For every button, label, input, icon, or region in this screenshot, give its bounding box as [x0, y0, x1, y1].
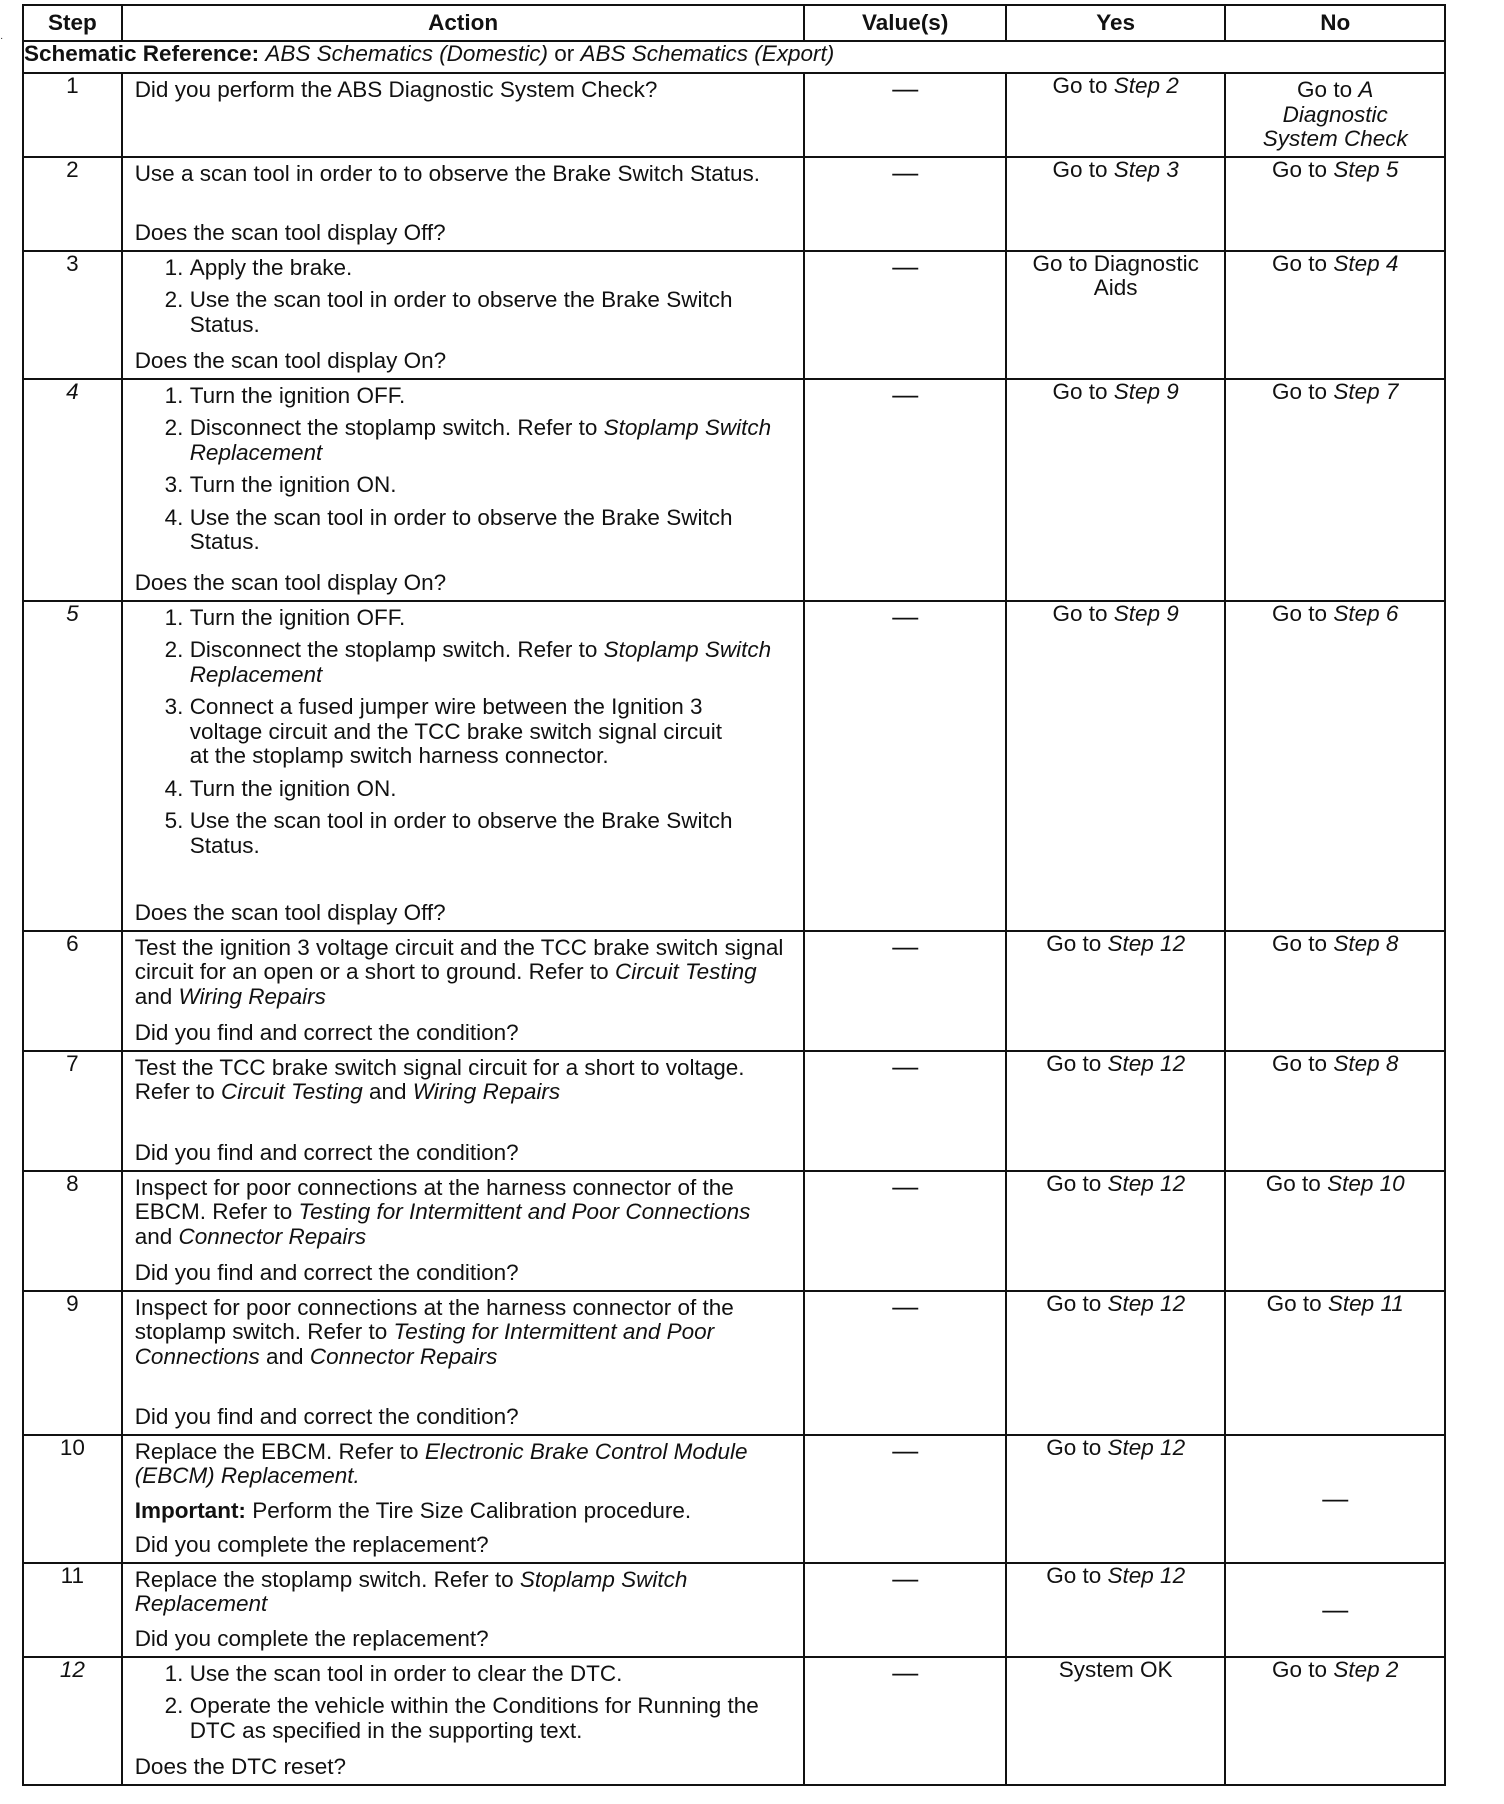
- action-cell: Test the TCC brake switch signal circuit for a short to voltage. Refer to Circuit Testing and Wiring Repairs Did you find and correct the condition?: [122, 1051, 805, 1171]
- connector-repairs-link[interactable]: Connector Repairs: [178, 1223, 367, 1249]
- action-cell: [122, 601, 805, 931]
- action-cell: Inspect for poor connections at the harness connector of the stoplamp switch. Refer to Testing for Intermittent and Poor Connections and Connector Repairs Did you find and correct the condition?: [122, 1291, 805, 1435]
- table-row: [23, 251, 1445, 379]
- no-link[interactable]: Step 4: [1333, 250, 1399, 276]
- no-link[interactable]: Step 5: [1333, 156, 1399, 182]
- circuit-testing-link[interactable]: Circuit Testing: [220, 1079, 363, 1105]
- step-number: 6: [23, 931, 122, 1051]
- intermittent-connections-link[interactable]: Testing for Intermittent and Poor Connections: [134, 1319, 715, 1369]
- schematic-label: Schematic Reference:: [24, 41, 260, 66]
- yes-cell: Go to Step 12: [1006, 1435, 1226, 1563]
- yes-link[interactable]: Step 9: [1113, 378, 1179, 404]
- step-number: 11: [23, 1563, 122, 1657]
- no-cell: —: [1225, 1435, 1445, 1563]
- yes-link[interactable]: Step 12: [1107, 1434, 1186, 1460]
- step-number: 8: [23, 1171, 122, 1291]
- schematic-reference-row: [23, 41, 1445, 73]
- table-row: [23, 601, 1445, 931]
- yes-cell: Go to Step 9: [1006, 601, 1226, 931]
- action-question: Did you find and correct the condition?: [134, 1020, 519, 1046]
- values-cell: —: [804, 1435, 1005, 1563]
- ebcm-replacement-link[interactable]: Electronic Brake Control Module (EBCM) Replacement.: [134, 1438, 748, 1489]
- yes-link[interactable]: Go to Diagnostic Aids: [1032, 250, 1199, 301]
- yes-cell: [1006, 251, 1226, 379]
- action-question: Does the scan tool display Off?: [134, 220, 446, 246]
- action-text: Use a scan tool in order to to observe the Brake Switch Status.: [134, 160, 761, 186]
- values-cell: —: [804, 1051, 1005, 1171]
- action-cell: Test the ignition 3 voltage circuit and the TCC brake switch signal circuit for an open or a short to ground. Refer to Circuit Testing and Wiring Repairs Did you find and correct the condition?: [122, 931, 805, 1051]
- schematic-link-domestic[interactable]: ABS Schematics (Domestic): [265, 41, 548, 66]
- no-link[interactable]: Step 8: [1333, 1050, 1399, 1076]
- step-number: 4: [23, 379, 122, 601]
- values-cell: —: [804, 379, 1005, 601]
- values-cell: —: [804, 601, 1005, 931]
- table-row: [23, 73, 1445, 157]
- yes-link[interactable]: Step 2: [1113, 73, 1179, 98]
- action-cell: [122, 1657, 805, 1785]
- header-step: Step: [23, 5, 122, 41]
- important-note: Important: Perform the Tire Size Calibration procedure.: [134, 1497, 692, 1523]
- values-cell: —: [804, 1563, 1005, 1657]
- values-cell: —: [804, 1291, 1005, 1435]
- action-cell: [122, 379, 805, 601]
- action-question: Does the scan tool display Off?: [134, 900, 446, 926]
- table-row: [23, 1171, 1445, 1291]
- diagnostic-table: [22, 4, 1446, 1786]
- stoplamp-replacement-link[interactable]: Stoplamp Switch Replacement: [189, 637, 772, 687]
- no-link[interactable]: Step 11: [1327, 1290, 1404, 1316]
- schematic-or: or: [547, 41, 581, 66]
- header-yes: Yes: [1006, 5, 1226, 41]
- table-row: [23, 1563, 1445, 1657]
- no-cell: Go to Step 8: [1225, 1051, 1445, 1171]
- action-question: Does the scan tool display On?: [134, 570, 447, 596]
- action-question: Did you find and correct the condition?: [134, 1260, 519, 1286]
- no-cell: Go to Step 10: [1225, 1171, 1445, 1291]
- header-no: No: [1225, 5, 1445, 41]
- yes-cell: Go to Step 12: [1006, 1563, 1226, 1657]
- stoplamp-replacement-link[interactable]: Stoplamp Switch Replacement: [189, 415, 772, 465]
- no-cell: Go to A Diagnostic System Check: [1225, 73, 1445, 157]
- action-cell: Replace the stoplamp switch. Refer to Stoplamp Switch Replacement Did you complete the replacement?: [122, 1563, 805, 1657]
- no-cell: Go to Step 2: [1225, 1657, 1445, 1785]
- no-link[interactable]: Step 2: [1333, 1656, 1399, 1682]
- wiring-repairs-link[interactable]: Wiring Repairs: [412, 1079, 561, 1105]
- connector-repairs-link[interactable]: Connector Repairs: [309, 1343, 498, 1369]
- action-question: Did you find and correct the condition?: [134, 1404, 519, 1430]
- yes-cell: [1006, 1657, 1226, 1785]
- action-cell: [122, 73, 805, 157]
- step-number: 10: [23, 1435, 122, 1563]
- schematic-reference: [23, 41, 1445, 73]
- no-link[interactable]: A Diagnostic System Check: [1262, 77, 1408, 152]
- no-link[interactable]: Step 7: [1333, 378, 1399, 404]
- no-link[interactable]: Step 6: [1333, 600, 1399, 626]
- table-header-row: [23, 5, 1445, 41]
- yes-link[interactable]: Step 3: [1113, 156, 1179, 182]
- table-row: [23, 1051, 1445, 1171]
- values-cell: —: [804, 251, 1005, 379]
- yes-cell: Go to Step 3: [1006, 157, 1226, 251]
- yes-link[interactable]: Step 12: [1107, 1562, 1186, 1588]
- action-steps: 1. Apply the brake. 2. Use the scan tool in order to observe the Brake Switch Status.: [135, 256, 796, 346]
- values-cell: —: [804, 157, 1005, 251]
- no-cell: Go to Step 7: [1225, 379, 1445, 601]
- yes-link[interactable]: Step 12: [1107, 1050, 1186, 1076]
- no-cell: Go to Step 8: [1225, 931, 1445, 1051]
- values-cell: —: [804, 73, 1005, 157]
- table-row: [23, 1657, 1445, 1785]
- step-number: 12: [23, 1657, 122, 1785]
- yes-cell: Go to Step 12: [1006, 1171, 1226, 1291]
- yes-link[interactable]: System OK: [1058, 1656, 1173, 1682]
- action-steps: 1. Turn the ignition OFF. 2. Disconnect the stoplamp switch. Refer to Stoplamp Switch Replacement 3. Turn the ignition ON. 4. Use the scan tool in order to observe the Brake Switch Status.: [135, 384, 796, 563]
- yes-cell: Go to Step 12: [1006, 1051, 1226, 1171]
- wiring-repairs-link[interactable]: Wiring Repairs: [178, 983, 326, 1009]
- schematic-link-export[interactable]: ABS Schematics (Export): [580, 41, 835, 66]
- action-cell: [122, 251, 805, 379]
- yes-cell: Go to Step 2: [1006, 73, 1226, 157]
- header-action: Action: [122, 5, 805, 41]
- table-row: [23, 1291, 1445, 1435]
- circuit-testing-link[interactable]: Circuit Testing: [614, 959, 757, 985]
- no-cell: Go to Step 6: [1225, 601, 1445, 931]
- action-cell: Inspect for poor connections at the harness connector of the EBCM. Refer to Testing for Intermittent and Poor Connections and Connector Repairs Did you find and correct the condition?: [122, 1171, 805, 1291]
- table-row: [23, 157, 1445, 251]
- values-cell: —: [804, 931, 1005, 1051]
- yes-link[interactable]: Step 12: [1107, 1290, 1186, 1316]
- stoplamp-replacement-link[interactable]: Stoplamp Switch Replacement: [134, 1566, 688, 1617]
- step-number: 2: [23, 157, 122, 251]
- header-values: Value(s): [804, 5, 1005, 41]
- step-number: 3: [23, 251, 122, 379]
- yes-cell: Go to Step 12: [1006, 1291, 1226, 1435]
- no-cell: Go to Step 11: [1225, 1291, 1445, 1435]
- yes-link[interactable]: Step 9: [1113, 600, 1179, 626]
- yes-cell: Go to Step 9: [1006, 379, 1226, 601]
- no-link[interactable]: Step 8: [1333, 930, 1399, 956]
- action-cell: Replace the EBCM. Refer to Electronic Brake Control Module (EBCM) Replacement. Important: Perform the Tire Size Calibration procedure. Did you complete the replacement?: [122, 1435, 805, 1563]
- values-cell: —: [804, 1657, 1005, 1785]
- yes-link[interactable]: Step 12: [1107, 1170, 1186, 1196]
- step-number: 7: [23, 1051, 122, 1171]
- table-row: [23, 931, 1445, 1051]
- step-number: 5: [23, 601, 122, 931]
- action-question: Did you complete the replacement?: [134, 1532, 489, 1558]
- step-number: 9: [23, 1291, 122, 1435]
- action-steps: 1. Use the scan tool in order to clear the DTC. 2. Operate the vehicle within the Conditions for Running the DTC as specified in the supporting text.: [135, 1662, 796, 1752]
- action-question: Does the scan tool display On?: [134, 348, 447, 374]
- step-number: 1: [23, 73, 122, 157]
- no-link[interactable]: Step 10: [1327, 1170, 1405, 1196]
- action-cell: [122, 157, 805, 251]
- action-question: Did you find and correct the condition?: [134, 1140, 519, 1166]
- values-cell: —: [804, 1171, 1005, 1291]
- no-cell: Go to Step 4: [1225, 251, 1445, 379]
- yes-link[interactable]: Step 12: [1107, 930, 1186, 956]
- no-cell: —: [1225, 1563, 1445, 1657]
- action-steps: 1. Turn the ignition OFF. 2. Disconnect the stoplamp switch. Refer to Stoplamp Switch Replacement 3. Connect a fused jumper wire between the Ignition 3 voltage circuit and the TCC brake switch signal circuit at the stoplamp switch harness connector. 4. Turn the ignition ON. 5. Use the scan tool in order to observe the Brake Switch Status.: [135, 606, 796, 867]
- intermittent-connections-link[interactable]: Testing for Intermittent and Poor Connections: [298, 1199, 751, 1225]
- yes-cell: Go to Step 12: [1006, 931, 1226, 1051]
- action-question: Did you complete the replacement?: [134, 1626, 489, 1652]
- table-row: [23, 379, 1445, 601]
- action-question: Does the DTC reset?: [134, 1754, 347, 1780]
- margin-mark: ·: [0, 33, 4, 44]
- table-row: [23, 1435, 1445, 1563]
- action-question: Did you perform the ABS Diagnostic System Check?: [134, 77, 658, 102]
- no-cell: Go to Step 5: [1225, 157, 1445, 251]
